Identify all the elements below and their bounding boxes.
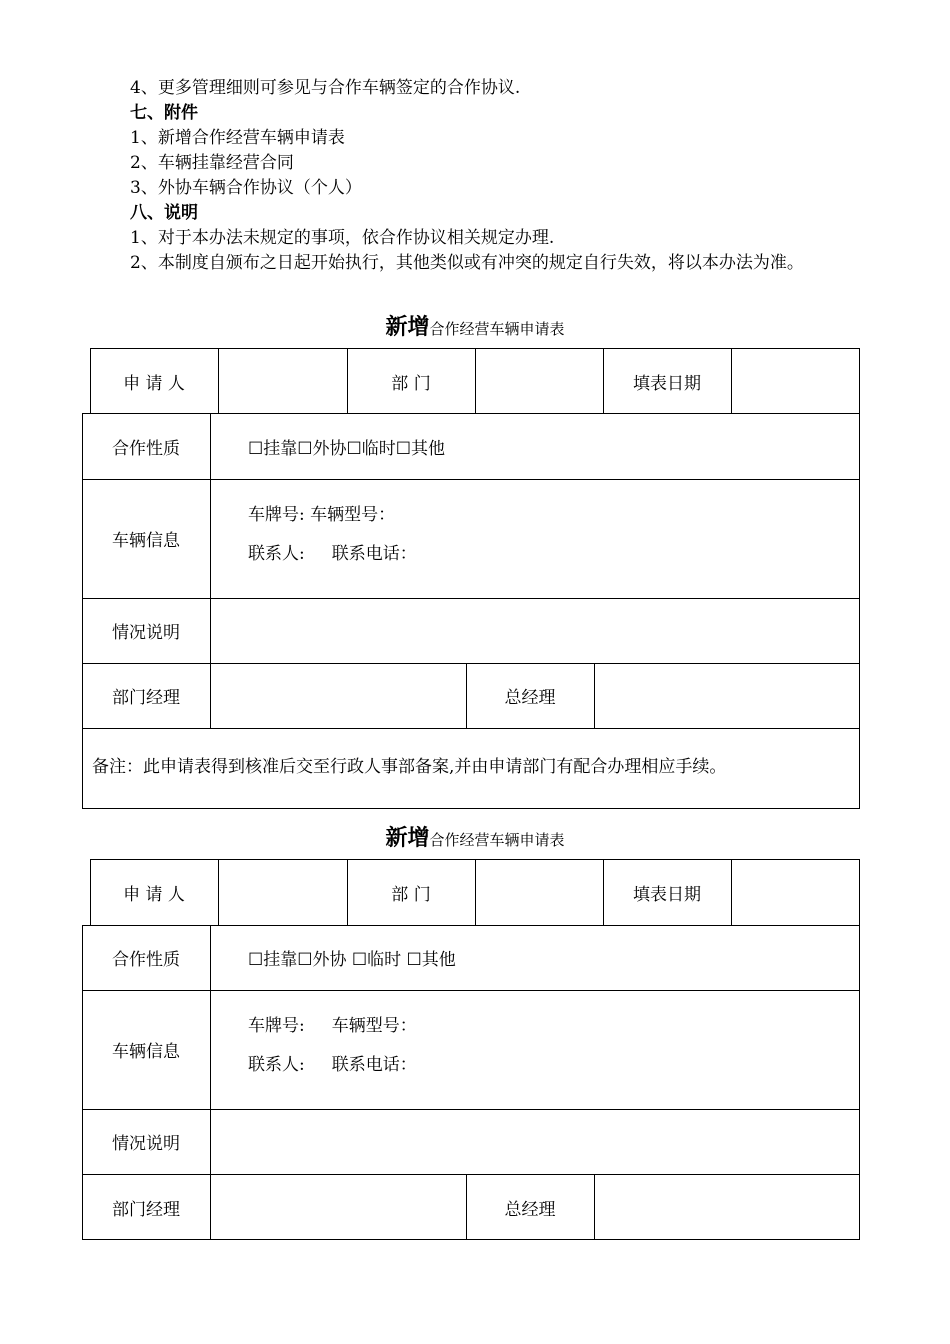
form2-vehicle-label: 车辆信息 bbox=[112, 1042, 180, 1062]
form1-note: 备注：此申请表得到核准后交至行政人事部备案,并由申请部门有配合办理相应手续。 bbox=[92, 756, 727, 777]
form1-situation-label: 情况说明 bbox=[112, 623, 180, 643]
form2-dept-label: 部 门 bbox=[391, 885, 431, 905]
form2-vehicle-line1[interactable]: 车牌号: 车辆型号： bbox=[248, 1016, 417, 1036]
form2-title-big: 新增 bbox=[385, 825, 430, 851]
section-7-heading: 七、附件 bbox=[130, 103, 198, 123]
form1-dept-field[interactable] bbox=[475, 348, 603, 414]
note-1: 1、对于本办法未规定的事项，依合作协议相关规定办理. bbox=[130, 228, 555, 248]
form2-situation-label: 情况说明 bbox=[112, 1134, 180, 1154]
form1-vehicle-line1[interactable]: 车牌号: 车辆型号： bbox=[248, 505, 396, 525]
form2-nature-options[interactable]: ☐挂靠☐外协 ☐临时 ☐其他 bbox=[248, 950, 456, 970]
form2-date-label: 填表日期 bbox=[633, 885, 701, 905]
form2-title bbox=[0, 821, 950, 852]
form2-dept-manager-field[interactable] bbox=[210, 1174, 466, 1240]
form1-gm-field[interactable] bbox=[594, 663, 860, 728]
form1-situation-field[interactable] bbox=[210, 598, 860, 663]
form1-title bbox=[0, 310, 950, 341]
attachment-1: 1、新增合作经营车辆申请表 bbox=[130, 128, 345, 148]
form2-situation-field[interactable] bbox=[210, 1109, 860, 1174]
form1-dept-manager-label: 部门经理 bbox=[112, 688, 180, 708]
form1-vehicle-line2[interactable]: 联系人: 联系电话： bbox=[248, 544, 417, 564]
form1-dept-manager-field[interactable] bbox=[210, 663, 466, 728]
form2-title-small: 合作经营车辆申请表 bbox=[429, 831, 565, 849]
form2-vehicle-line2[interactable]: 联系人: 联系电话： bbox=[248, 1055, 417, 1075]
form1-date-field[interactable] bbox=[731, 348, 860, 414]
form2-dept-manager-label: 部门经理 bbox=[112, 1199, 180, 1220]
form2-date-field[interactable] bbox=[731, 859, 860, 926]
form1-applicant-field[interactable] bbox=[218, 348, 347, 414]
form1-title-small: 合作经营车辆申请表 bbox=[429, 320, 565, 338]
section-8-heading: 八、说明 bbox=[130, 203, 198, 223]
form2-gm-label: 总经理 bbox=[504, 1199, 556, 1220]
form1-nature-options[interactable]: ☐挂靠☐外协☐临时☐其他 bbox=[248, 438, 445, 459]
form2-gm-field[interactable] bbox=[594, 1174, 860, 1240]
form1-date-label: 填表日期 bbox=[633, 373, 701, 394]
form1-vehicle-label: 车辆信息 bbox=[112, 531, 180, 551]
form1-applicant-label: 申 请 人 bbox=[123, 373, 185, 394]
form2-applicant-field[interactable] bbox=[218, 859, 347, 926]
attachment-2: 2、车辆挂靠经营合同 bbox=[130, 153, 294, 173]
form2-nature-label: 合作性质 bbox=[112, 950, 180, 970]
form1-title-big: 新增 bbox=[385, 314, 430, 340]
clause-4: 4、更多管理细则可参见与合作车辆签定的合作协议. bbox=[130, 78, 521, 98]
form1-gm-label: 总经理 bbox=[504, 688, 556, 708]
attachment-3: 3、外协车辆合作协议（个人） bbox=[130, 178, 362, 198]
form2-dept-field[interactable] bbox=[475, 859, 603, 926]
form1-nature-label: 合作性质 bbox=[112, 438, 180, 459]
form2-applicant-label: 申 请 人 bbox=[123, 885, 185, 905]
note-2: 2、本制度自颁布之日起开始执行，其他类似或有冲突的规定自行失效，将以本办法为准。 bbox=[130, 253, 804, 273]
form1-dept-label: 部 门 bbox=[391, 373, 431, 394]
